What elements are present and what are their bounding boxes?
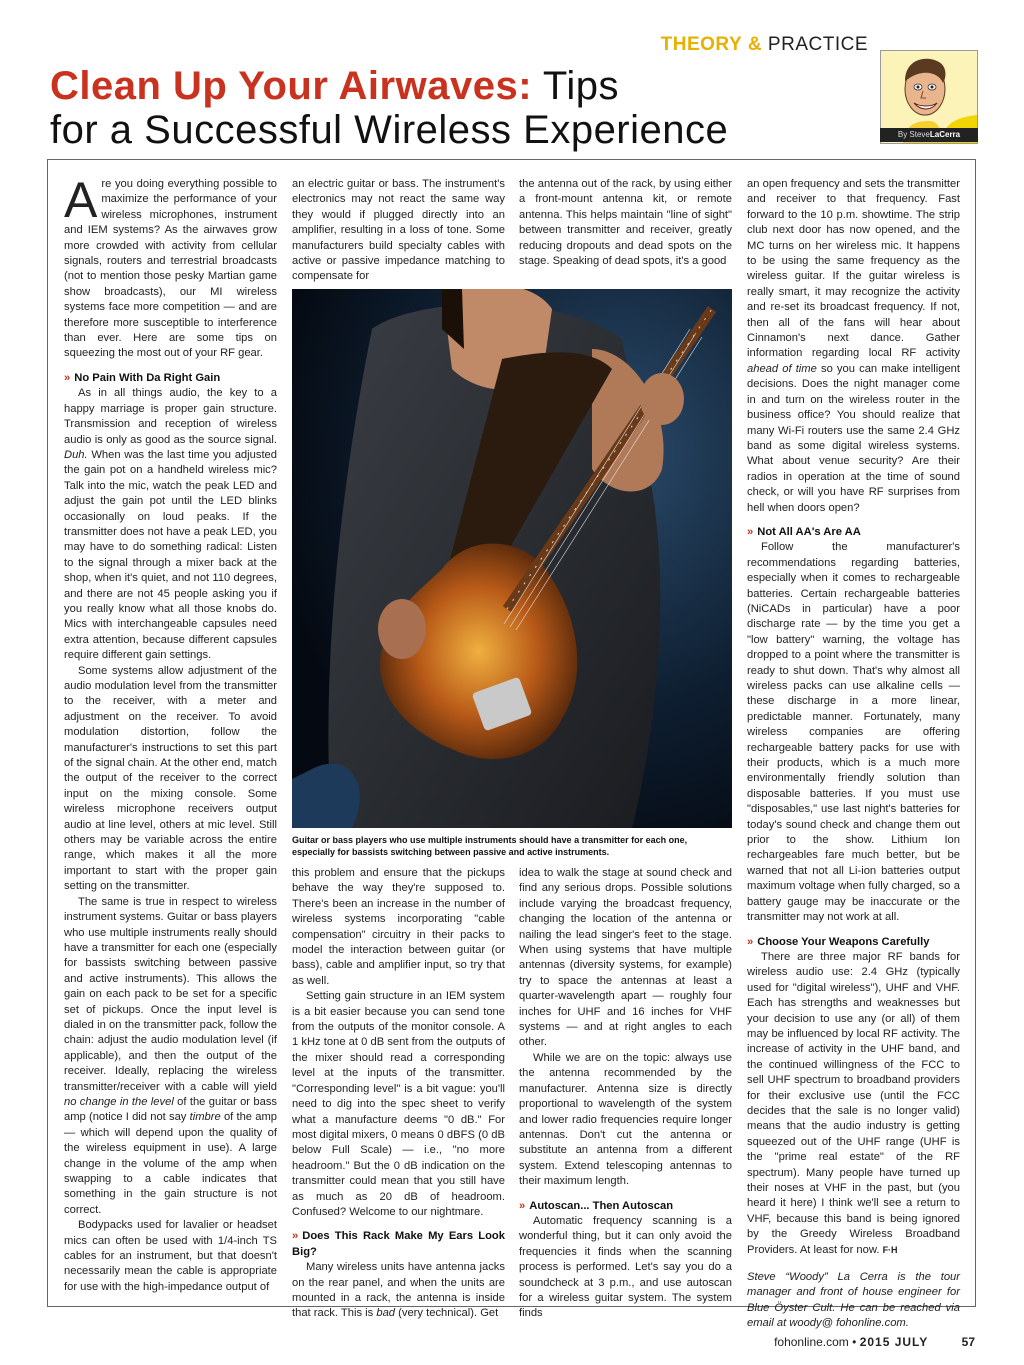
column-3-bottom [519,866,732,1322]
author-bio: Steve “Woody” La Cerra is the tour manager and front of house engineer for Blue Öyster Cult. He can be reached via email at woody@ fohonline.com. [747,1271,960,1330]
subhead-gain: » No Pain With Da Right Gain [64,371,221,384]
title-black-part-2: for a Successful Wireless Experience [50,108,729,152]
column-2-bottom [292,866,505,1322]
page-number: 57 [961,1335,975,1349]
title-red-part: Clean Up Your Airwaves: [50,64,533,108]
byline-name: LaCerra [929,130,961,139]
section-kicker [0,34,868,56]
column-4 [747,177,960,1332]
photo-caption: Guitar or bass players who use multiple instruments should have a transmitter for each one, especially for bassists switching between passive and active instruments. [292,835,688,857]
column-1 [64,172,278,1295]
footer-separator: • [852,1335,857,1349]
paragraph: The same is true in respect to wireless instrument systems. Guitar or bass players who use multiple instruments really should have a transmitter for each one (especially for bassists switching between passive and active instruments). This allows the gain on each pack to be set for a specific set of pickups. Once the input level is dialed in on the transmitter pack, follow the chain: adjust the audio modulation level (if applicable), and then the output of the receiver. Ideally, replacing the wireless transmitter/receiver with a cable will yield no change in the level of the guitar or bass amp (notice I did not say timbre of the amp — which will depend upon the quality of the wireless equipment in use). A large change in the volume of the amp when swapping to a cable indicates that something in the gain structure is not correct. [64,895,278,1216]
drop-cap: A [64,172,98,228]
paragraph: There are three major RF bands for wireless audio use: 2.4 GHz (typically used for "digital wireless"), UHF and VHF. Each has strengths and weaknesses but your decision to use any (or all) of them may be influenced by local RF activity. The increase of activity in the UHF band, and the continued willingness of the FCC to sell UHF spectrum to broadband providers for their exclusive use (until the FCC decides that the sale is no longer valid) means that the audio industry is getting squeezed out of the UHF range (UHF is the "prime real estate" of the RF spectrum). Many people have turned up their noses at VHF in the past, but (you heard it here) I think we'll see a return to VHF, because this band is being ignored by the Greedy Wireless Broadband Providers. At least for now. F·H [747,950,960,1256]
paragraph: idea to walk the stage at sound check and find any serious drops. Possible solutions include varying the broadcast frequency, changing the location of the antenna or nailing the lead singer's feet to the stage. When using systems that have multiple antennas (diversity systems, for example) try to space the antennas at least a quarter-wavelength apart — roughly four inches for UHF and 16 inches for VHF systems — and at right angles to each other. [519,867,732,1049]
article-title [50,64,870,152]
byline-prefix: By Steve [897,130,930,139]
footer-issue: 2015 JULY [859,1335,929,1349]
kicker-practice: PRACTICE [767,34,868,55]
chevron-right-icon: » [64,371,71,384]
paragraph: Automatic frequency scanning is a wonderful thing, but it can only avoid the frequencies it finds when the scanning process is performed. Let's say you do a soundcheck at 3 p.m., and use autoscan for a wireless guitar system. The system finds [519,1214,732,1320]
bassist-photo [292,289,732,828]
paragraph: the antenna out of the rack, by using either a front-mount antenna kit, or remote antenna. This helps maintain "line of sight" between transmitter and receiver, greatly reducing dropouts and dead spots on the stage. Speaking of dead spots, it's a good [519,178,732,268]
paragraph: an open frequency and sets the transmitter and receiver to that frequency. Fast forward to the 10 p.m. showtime. The strip club next door has now opened, and the MC turns on her wireless mic. It happens to be using the same frequency as the wireless guitar. If the guitar wireless is really smart, it may recognize the activity and re-set its broadcast frequency. If not, then all of the fans will hear about Cinnamon's next dance. Gather information regarding local RF activity ahead of time so you can make intelligent decisions. Does the night manager come in and turn on the wireless router in the business office? You should realize that many Wi-Fi routers use the same 2.4 GHz band as some digital wireless systems. What about venue security? Are their radios in operation at the time of sound check, or will you have RF surprises from hell when doors open? [747,178,961,514]
paragraph: an electric guitar or bass. The instrument's electronics may not react the same way they would if plugged directly into an amplifier, resulting in a loss of tone. Some manufacturers build specialty cables with active or passive impedance matching to compensate for [292,178,505,283]
chevron-right-icon: » [292,1230,299,1243]
subhead-weapons: » Choose Your Weapons Carefully [747,935,930,948]
kicker-amp: & [747,34,763,55]
byline [880,128,978,142]
paragraph: Setting gain structure in an IEM system is a bit easier because you can send tone from the outputs of the monitor console. A 1 kHz tone at 0 dB sent from the outputs of the mixer should read a corresponding level at the inputs of the transmitter. "Corresponding level" is a bit vague: you'll need to dig into the spec sheet to verify what a manufacture deems "0 dB." For most digital mixers, 0 means 0 dBFS (0 dB below Full Scale) — i.e., "no more headroom." But the 0 dB indication on the transmitter could mean that you still have as much as 20 dB of headroom. Confused? Welcome to our nightmare. [292,990,505,1218]
subhead-autoscan: » Autoscan... Then Autoscan [519,1199,674,1212]
subhead-batteries: » Not All AA's Are AA [747,525,861,538]
paragraph: While we are on the topic: always use the antenna recommended by the manufacturer. Antenna size is directly proportional to wavelength of the system and lower radio frequencies require longer antennas. Don't cut the antenna or substitute an antenna from a different system. Extend telescoping antennas to their maximum length. [519,1051,732,1188]
intro-paragraph: Are you doing everything possible to maximize the performance of your wireless microphones, instrument and IEM systems? As the airwaves grow more crowded with activity from cellular signals, routers and terrestrial broadcasts (not to mention those pesky Martian game show broadcasts), our MI wireless systems face more competition — and are therefore more susceptible to interference than ever. Here are some tips on squeezing the most out of your RF gear. [64,172,277,360]
title-black-part-1: Tips [542,64,619,108]
subhead-rack: » Does This Rack Make My Ears Look Big? [292,1230,505,1258]
column-2-top [292,177,505,285]
end-mark: F·H [882,1244,898,1255]
chevron-right-icon: » [747,525,754,538]
footer-site: fohonline.com [774,1335,849,1349]
paragraph: Some systems allow adjustment of the audio modulation level from the transmitter to the receiver, with a meter and adjustment on the receiver. To avoid modulation distortion, follow the manufacturer's instructions to set this part of the signal chain. At the other end, match the output of the receiver to the correct input on the mixing console. Some wireless microphone receivers output audio at line level, others at mic level. Still others may be variable across the entire range, which makes it all the more important to start with the proper gain setting on the transmitter. [64,664,277,893]
chevron-right-icon: » [747,935,754,948]
column-3-top [519,177,732,269]
page-footer [0,1335,975,1349]
paragraph: Bodypacks used for lavalier or headset mics can often be used with 1/4-inch TS cables for an instrument, but that doesn't necessarily mean the cable is appropriate for use with the high-impedance output of [64,1219,277,1293]
paragraph: Many wireless units have antenna jacks on the rear panel, and when the units are mounted in a rack, the antenna is inside that rack. This is bad (very technical). Get [292,1261,505,1320]
paragraph: this problem and ensure that the pickups behave the way they're supposed to. There's been an increase in the number of wireless systems incorporating "cable compensation" circuitry in their packs to model the interaction between guitar (or bass), cable and amplifier input, so try that as well. [292,867,505,987]
kicker-theory: THEORY [660,34,743,55]
paragraph: Follow the manufacturer's recommendations regarding batteries, especially when it comes to rechargeable batteries. Certain rechargeable batteries (NiCADs in particular) have a poor discharge rate — by the time you get a "low battery" warning, the voltage has dropped to a point where the transmitter is ready to shut down. That's why almost all wireless packs can use alkaline cells — these discharge in a more linear, predictable manner. Fortunately, many wireless companies are offering rechargeable battery packs for use with their products, which is a much more environmentally friendly solution than disposable batteries. If you must use "disposables," use last night's batteries for today's sound check and change them out prior to the show. Lithium Ion rechargeables fare much better, but be warned that not all Li-ion batteries output maximum voltage when fully charged, so a battery gauge may be inaccurate or the transmitter may not work at all. [747,541,960,924]
paragraph: As in all things audio, the key to a happy marriage is proper gain structure. Transmission and reception of wireless audio is only as good as the source signal. Duh. When was the last time you adjusted the gain pot on a handheld wireless mic? Talk into the mic, watch the peak LED and adjust the gain pot until the LED blinks occasionally on loud peaks. If the transmitter does not have a peak LED, you may have to do something radical: Listen to the signal through a mixer back at the shop, when it's quiet, and not 110 degrees, and there are not 45 people asking you if you really know what all those knobs do. Mics with interchangeable capsules need extra attention, because different capsules require different gain settings. [64,387,277,662]
chevron-right-icon: » [519,1199,526,1212]
